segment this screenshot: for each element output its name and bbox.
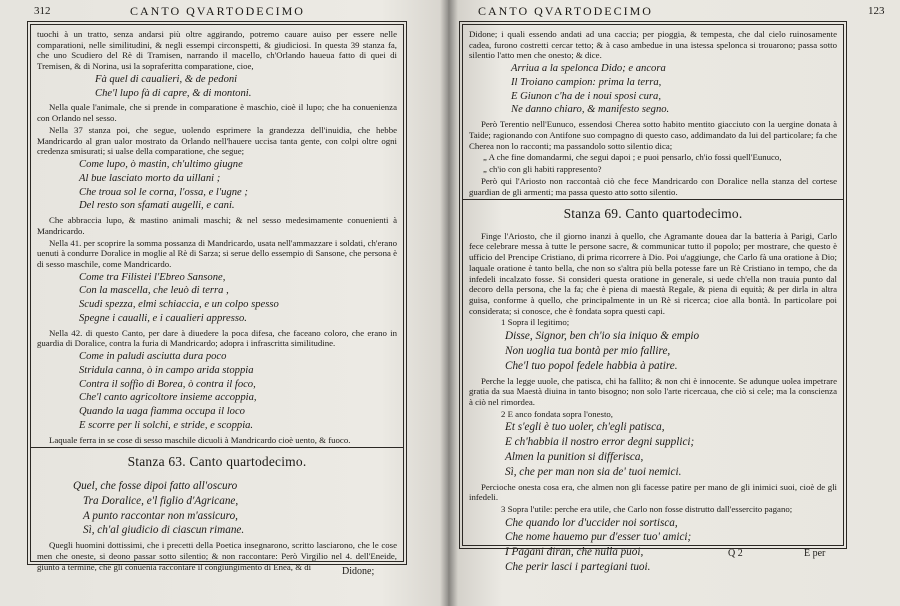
- paragraph: Che abbraccia lupo, & mastino animali maschi; & nel sesso medesimamente conuenienti à Mandricardo.: [37, 215, 397, 236]
- paragraph: Però Terentio nell'Eunuco, essendosi Cherea sotto habito mentito giacciuto con la uergine donata à Taide; ragionando con Antifone suo compagno di questo caso, addimandato da lui del particolare; fa che Cherea non lo racconti; ma passandolo sotto silentio dica;: [469, 119, 837, 151]
- page-number: 312: [34, 5, 51, 17]
- verse-block: [79, 158, 397, 213]
- verse-line: Sì, che per man non sia de' tuoi nemici.: [505, 465, 682, 478]
- verse-line: Almen la punition si differisca,: [505, 450, 644, 463]
- numbered-point: 3 Sopra l'utile: perche era utile, che Carlo non fosse distrutto dall'essercito pagano;: [501, 503, 793, 514]
- paragraph: Percioche onesta cosa era, che almen non gli facesse patire per mano de gli inimici suoi, cioè de gli infedeli.: [469, 481, 837, 503]
- verse-line: Tra Doralice, e'l figlio d'Agricane,: [83, 494, 239, 507]
- page-number: 123: [868, 5, 885, 17]
- verse-line: I Pagani diran, che nulla puoi,: [505, 546, 644, 559]
- paragraph: Didone; i quali essendo andati ad una caccia; per pioggia, & tempesta, che dal cielo ruinosamente cadea, furono costretti cercar tetto; & à caso ambedue in una istessa spelonca si trouarono; passa sotto silentio l'atto men che onesto; & dice.: [469, 29, 837, 61]
- numbered-point: 2 E anco fondata sopra l'onesto,: [501, 408, 614, 419]
- verse-block: [505, 329, 837, 373]
- verse-line: Ne danno chiaro, & manifesto segno.: [511, 104, 670, 116]
- paragraph: Nella 41. per scoprire la somma possanza di Mandricardo, usata nell'ammazzare i soldati, ch'erano uenuti à condurre Doralice in moglie al Rè di Sarza; si serue dello essempio di Sansone, che persona è di sesso maschile, come Mandricardo.: [37, 237, 397, 269]
- quoted-line: „ A che fine domandarmi, che segui dapoi ; e puoi pensarlo, ch'io fossi quell'Eunuco,: [483, 152, 782, 163]
- verse-line: Che nome hauemo pur d'esser tuo' amici;: [505, 531, 692, 544]
- verse-line: Et s'egli è tuo uoler, ch'egli patisca,: [505, 421, 665, 434]
- verse-line: Con la mascella, che leuò di terra ,: [79, 285, 229, 297]
- verse-line: Come lupo, ò mastin, ch'ultimo giugne: [79, 159, 243, 170]
- verse-line: Come tra Filistei l'Ebreo Sansone,: [79, 271, 226, 283]
- verse-line: Quel, che fosse dipoi fatto all'oscuro: [73, 479, 238, 492]
- quoted-line: „ ch'io con gli habiti rappresento?: [483, 164, 602, 175]
- stanza-heading: Stanza 63. Canto quartodecimo.: [127, 454, 307, 470]
- paragraph: Finge l'Ariosto, che il giorno inanzi à quello, che Agramante douea dar la batteria à Parigi, Carlo fece celebrare messa à tutte le persone sacre, & communicar tutto il popolo; per mostrare, che questo è ufficio del Prencipe Cristiano, di prima ricorrere à Dio. Poi u'aggiunge, che Carlo fà una oratione à Dio; laquale oratione è tanto bella, che non so s'altra più bella potesse fare un Rè Cristiano in tempo, che da infedeli incalzato fosse. Si consideri questa oratione in generale, si uede ch'ella non trauia punto dal decoro della persona, che la fa; che è piena di maestà Regale, & piena di equità; & per dirla in altra guisa, conforme à quello, che principalmente in un Rè si ricerca; cioe alla bontà. In particolare poi considerata; si conosce, che è fondata sopra questi capi.: [469, 230, 837, 316]
- right-page: [448, 0, 900, 606]
- verse-line: Che perir lasci i partegiani tuoi.: [505, 561, 651, 574]
- verse-line: Arriua a la spelonca Dido; e ancora: [511, 63, 666, 75]
- left-page: [0, 0, 448, 606]
- verse-line: Fà quel di caualieri, & de pedoni: [95, 73, 238, 85]
- paragraph: tuochi à un tratto, senza andarsi più oltre aggirando, potremo cauare auiso per essere nelle comparationi, nelle similitudini, & negli essempi circonspetti, & giudiciosi. In questa 39 stanza fa, che uno Scudiero del Rè di Tramisen, narrando il macello, ch'Orlando haueua fatto di quei di Tremisen, & di Norina, usi la sopraferitta comparatione, cioe,: [37, 29, 397, 72]
- stanza-heading: Stanza 69. Canto quartodecimo.: [563, 206, 743, 222]
- verse-line: Che'l lupo fà di capre, & di montoni.: [95, 87, 252, 99]
- verse-line: Quando la uaga fiamma occupa il loco: [79, 406, 245, 418]
- verse-line: Stridula canna, ò in campo arida stoppia: [79, 364, 254, 376]
- text-block: [463, 25, 843, 575]
- section-rule: [463, 199, 843, 200]
- verse-line: E Giunon c'ha de i noui sposi cura,: [511, 90, 661, 102]
- verse-line: Sì, ch'al giudicio di ciascun rimane.: [83, 524, 245, 537]
- verse-line: E scorre per li solchi, e stride, e scoppia.: [79, 419, 254, 431]
- numbered-point: 1 Sopra il legitimo;: [501, 317, 570, 328]
- paragraph: Però qui l'Ariosto non raccontaà ciò che fece Mandricardo con Doralice nella stanza del cortese guardian de gli armenti; ma passa questo atto sotto silentio.: [469, 175, 837, 197]
- book-gutter: [440, 0, 458, 606]
- verse-block: [95, 73, 397, 101]
- verse-line: A punto raccontar non m'assicuro,: [83, 509, 238, 522]
- verse-line: Come in paludi asciutta dura poco: [79, 351, 227, 363]
- verse-block: [79, 350, 397, 433]
- verse-line: Che quando lor d'uccider noi sortisca,: [505, 516, 678, 529]
- text-block: [31, 25, 403, 572]
- catchword: E per: [804, 548, 826, 559]
- running-header: CANTO QVARTODECIMO: [130, 4, 305, 18]
- paragraph: Quegli huomini dottissimi, che i precetti della Poetica insegnarono, scritto lasciarono, che le cose men che oneste, si deono passar sotto silentio; & non raccontare: Però Virgilio nel 4. dell'Eneide, giunto à termine, che gli conuenia raccontare il congiungimento di Enea, & di: [37, 540, 397, 572]
- paragraph: Nella quale l'animale, che si prende in comparatione è maschio, cioè il lupo; che ha conuenienza con Orlando nel sesso.: [37, 102, 397, 124]
- verse-line: Al bue lasciato morto da uillani ;: [79, 172, 221, 184]
- verse-line: Che'l canto agricoltore insieme accoppia,: [79, 392, 257, 404]
- verse-block: [505, 420, 837, 479]
- verse-line: E ch'habbia il nostro error degni supplici;: [505, 436, 695, 449]
- verse-line: Scudi spezza, elmi schiaccia, e un colpo spesso: [79, 299, 279, 311]
- verse-line: Il Troiano campion: prima la terra,: [511, 76, 662, 88]
- verse-line: Contra il soffio di Borea, ò contra il foco,: [79, 378, 256, 390]
- verse-block: [79, 271, 397, 326]
- verse-line: Spegne i caualli, e i caualieri appresso.: [79, 312, 247, 324]
- paragraph: Laquale ferra in se cose di sesso maschile dicuoli à Mandricardo cioè uento, & fuoco.: [49, 434, 351, 445]
- verse-block: [511, 62, 837, 117]
- paragraph: Nella 42. di questo Canto, per dare à diuedere la poca difesa, che faceano coloro, che erano in guardia di Doralice, contra la furia di Mandricardo; adopra i infrascritta similitudine.: [37, 327, 397, 349]
- verse-block: [505, 516, 837, 575]
- verse-line: Del resto son sfamati augelli, e cani.: [79, 200, 235, 212]
- verse-line: Disse, Signor, ben ch'io sia iniquo & empio: [505, 330, 700, 343]
- verse-line: Che'l tuo popol fedele habbia à patire.: [505, 359, 678, 372]
- verse-line: Non uoglia tua bontà per mio fallire,: [505, 344, 671, 357]
- signature-mark: Q 2: [728, 548, 743, 559]
- verse-line: Che troua sol le corna, l'ossa, e l'ugne ;: [79, 186, 248, 198]
- running-header: CANTO QVARTODECIMO: [478, 4, 653, 18]
- paragraph: Perche la legge uuole, che patisca, chi ha fallito; & non chi è innocente. Se adunque uolea impetrare gratia da sua Maestà diuina in tanto bisogno; non solo l'arte ricercaua, che ciò si cele; ma la conscienza à ciò nel rimordea.: [469, 375, 837, 407]
- catchword: Didone;: [342, 566, 375, 577]
- section-rule: [31, 447, 403, 448]
- verse-block: [73, 479, 397, 538]
- paragraph: Nella 37 stanza poi, che segue, uolendo esprimere la grandezza dell'inuidia, che hebbe Mandricardo al gran ualor mostrato da Orlando nell'hauere uccisa tanta gente, con colpi oltre ogni credenza smisurati; si ualse della comparatione, che segue;: [37, 124, 397, 157]
